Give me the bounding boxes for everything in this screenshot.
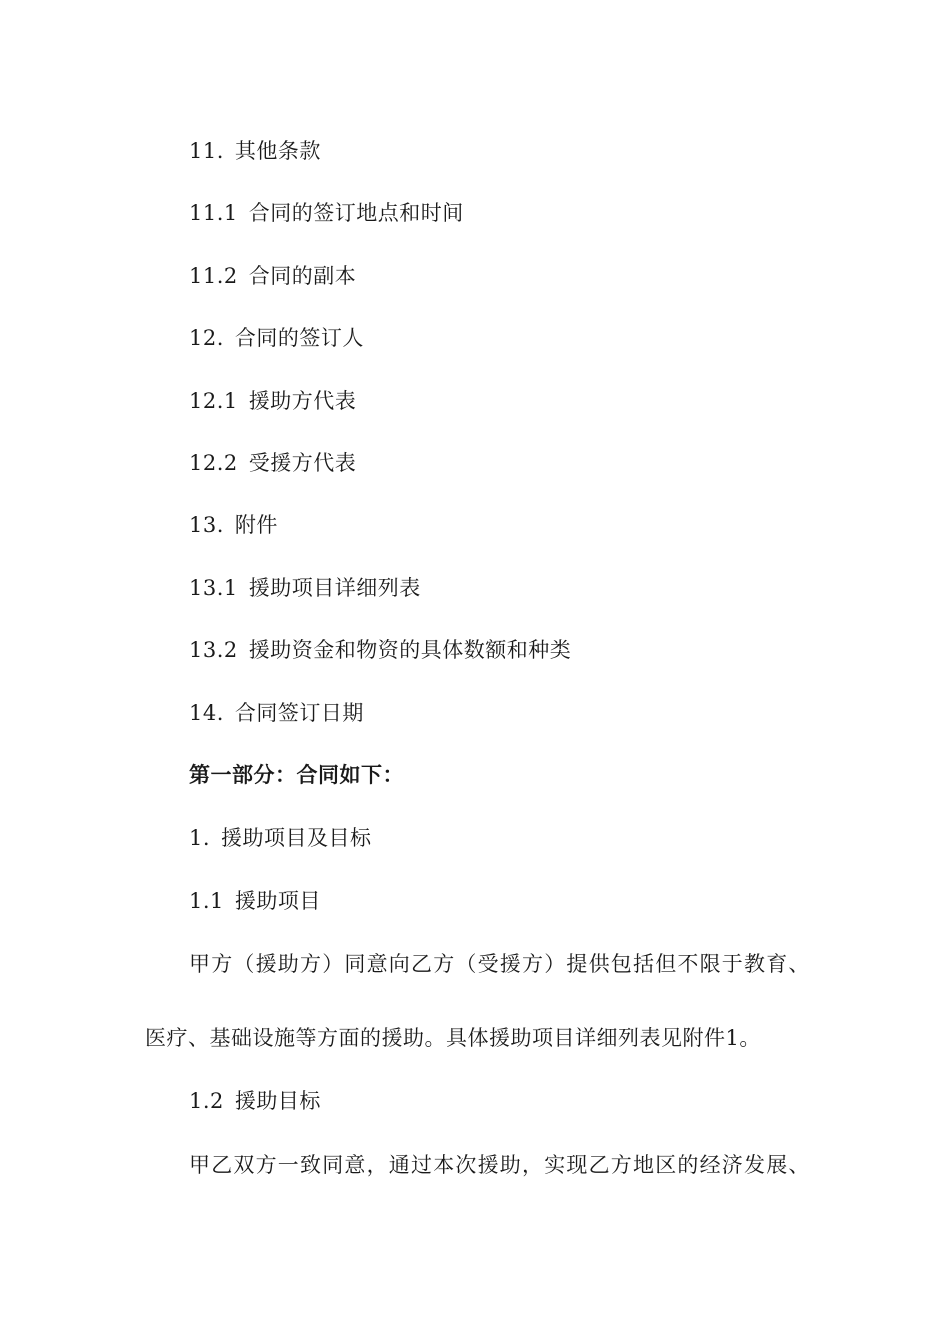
toc-item-number: 11. <box>189 139 224 163</box>
toc-item-number: 13. <box>189 513 224 537</box>
toc-item <box>189 263 356 289</box>
toc-item-text: 合同的签订人 <box>234 326 364 350</box>
section-number: 1. <box>189 826 211 850</box>
toc-item <box>189 637 571 663</box>
toc-item-text: 援助项目详细列表 <box>248 576 421 600</box>
toc-item-number: 12.2 <box>189 451 238 475</box>
toc-item <box>189 512 278 538</box>
toc-item-text: 合同签订日期 <box>234 701 364 725</box>
toc-item <box>189 138 321 164</box>
toc-item-text: 受援方代表 <box>248 451 357 475</box>
subsection-heading <box>189 888 321 914</box>
toc-item-number: 11.1 <box>189 201 238 225</box>
paragraph-line: 甲方（援助方）同意向乙方（受援方）提供包括但不限于教育、 <box>189 952 811 976</box>
toc-item-number: 11.2 <box>189 264 238 288</box>
toc-item-text: 合同的副本 <box>248 264 357 288</box>
toc-item-number: 12. <box>189 326 224 350</box>
toc-item-number: 13.2 <box>189 638 238 662</box>
toc-item-text: 援助资金和物资的具体数额和种类 <box>248 638 572 662</box>
toc-item <box>189 450 356 476</box>
subsection-title: 援助目标 <box>234 1089 321 1113</box>
paragraph-line: 医疗、基础设施等方面的援助。具体援助项目详细列表见附件1。 <box>145 1026 761 1050</box>
toc-item <box>189 200 464 226</box>
toc-item-number: 12.1 <box>189 389 238 413</box>
toc-item-text: 附件 <box>234 513 278 537</box>
subsection-number: 1.2 <box>189 1089 224 1113</box>
part-heading: 第一部分：合同如下： <box>189 762 404 787</box>
toc-item-text: 其他条款 <box>234 139 321 163</box>
section-title: 援助项目及目标 <box>221 826 372 850</box>
toc-item <box>189 575 421 601</box>
toc-item <box>189 388 356 414</box>
toc-item-text: 合同的签订地点和时间 <box>248 201 464 225</box>
paragraph-line: 甲乙双方一致同意，通过本次援助，实现乙方地区的经济发展、 <box>189 1153 811 1177</box>
toc-item-text: 援助方代表 <box>248 389 357 413</box>
subsection-title: 援助项目 <box>234 889 321 913</box>
toc-item <box>189 700 364 726</box>
subsection-heading <box>189 1088 321 1114</box>
toc-item <box>189 325 364 351</box>
toc-item-number: 14. <box>189 701 224 725</box>
toc-item-number: 13.1 <box>189 576 238 600</box>
subsection-number: 1.1 <box>189 889 224 913</box>
section-heading <box>189 825 372 851</box>
